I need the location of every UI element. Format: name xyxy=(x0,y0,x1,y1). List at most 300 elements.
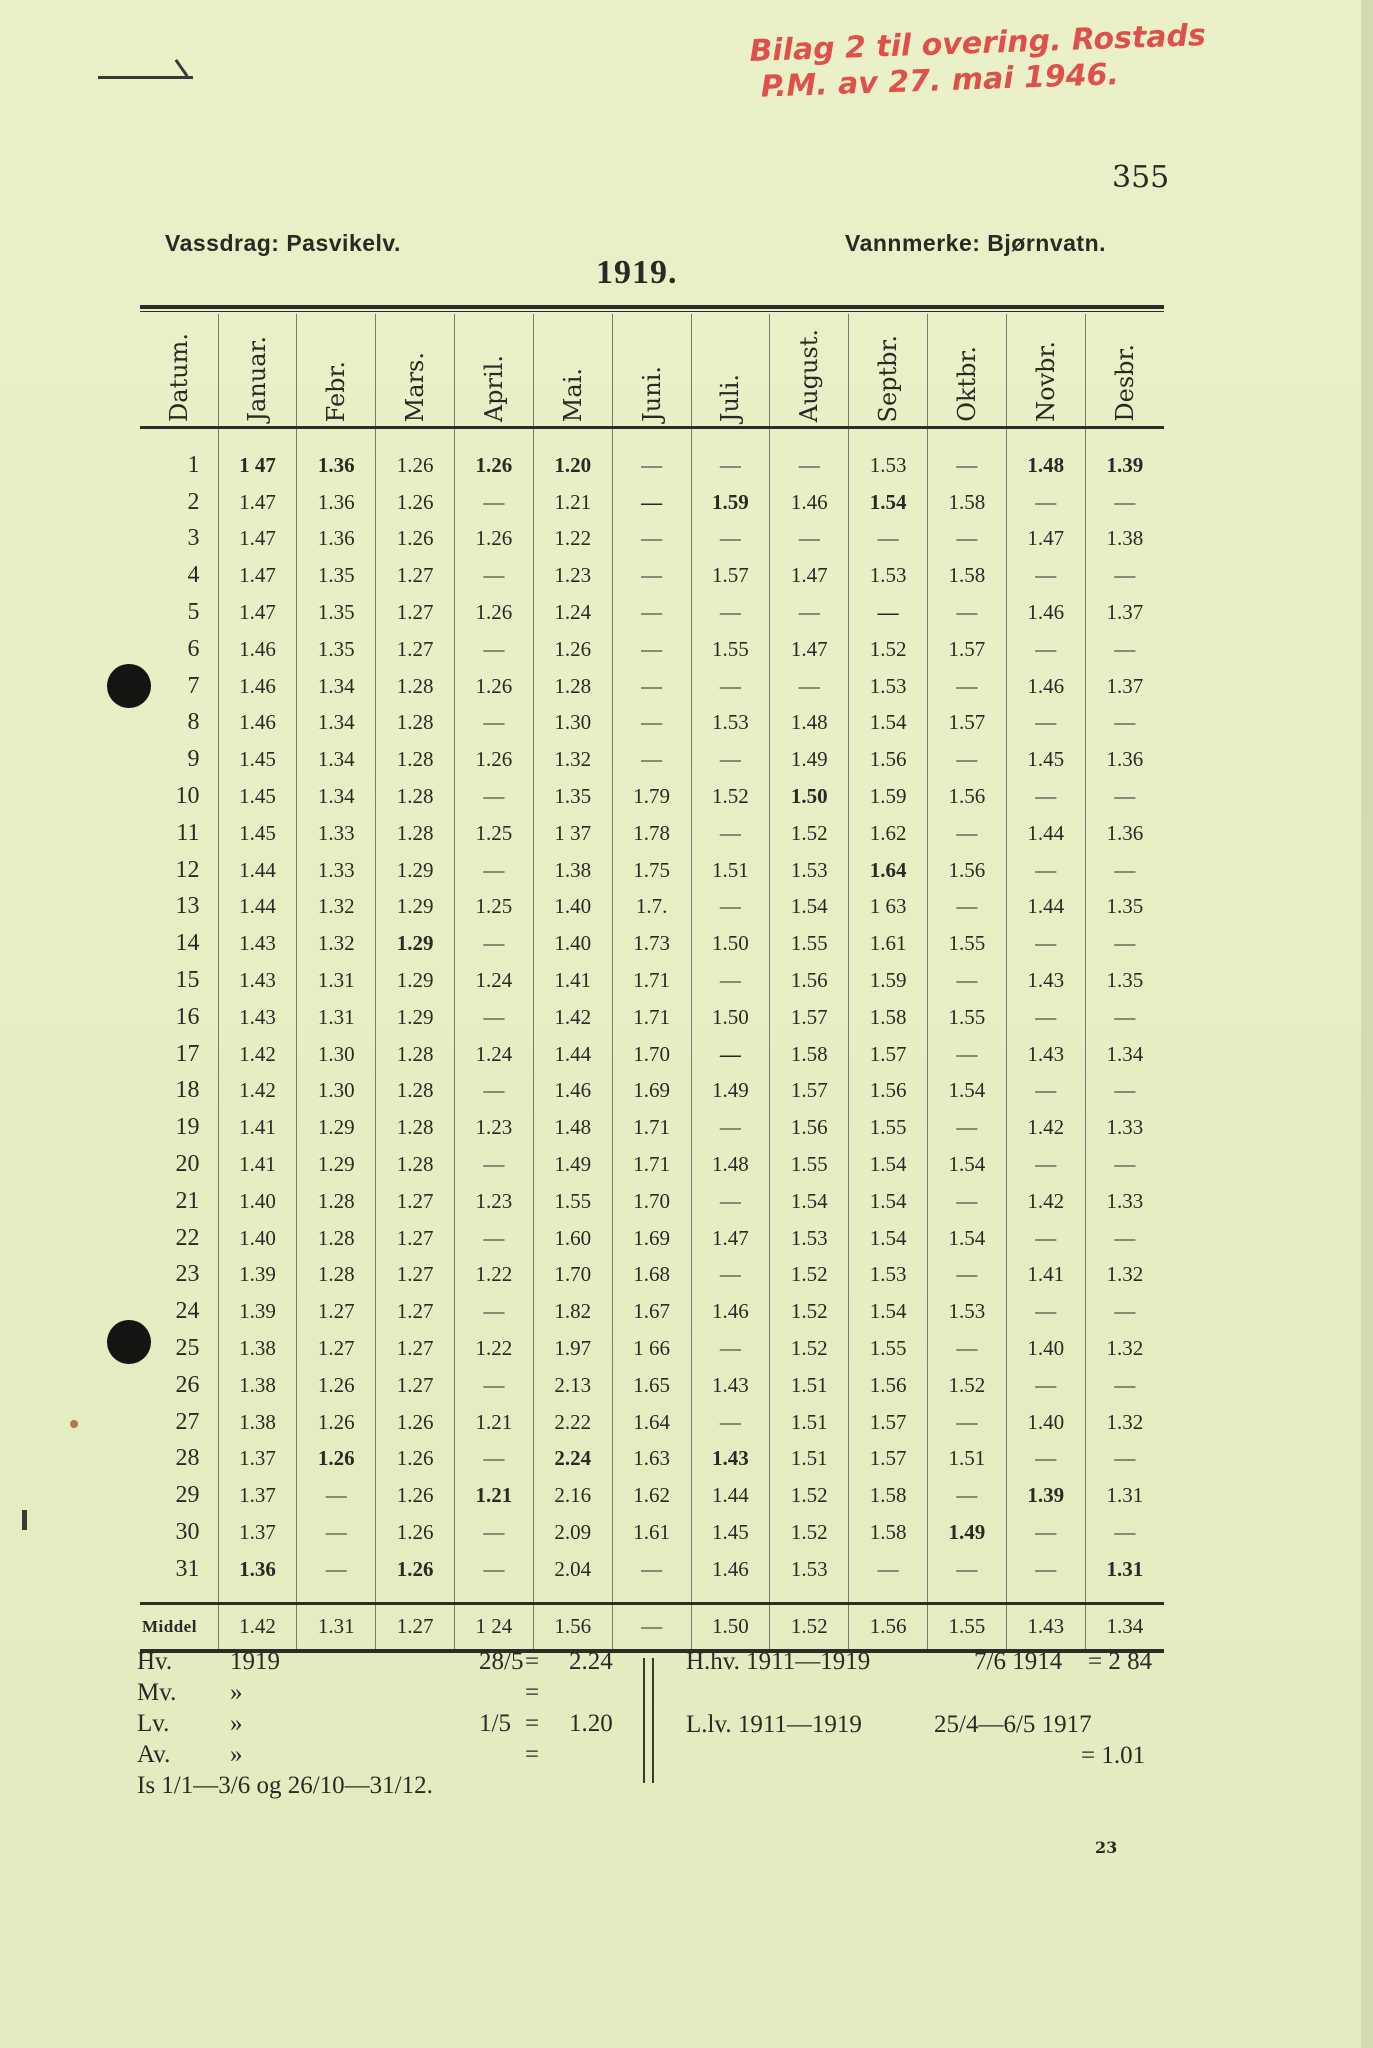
value-cell: 1.25 xyxy=(455,815,534,852)
mean-value: 1.34 xyxy=(1085,1603,1164,1651)
table-row xyxy=(140,1441,1164,1478)
value-cell: 1.27 xyxy=(376,1367,455,1404)
value-cell: — xyxy=(455,1073,534,1110)
mean-value: 1.52 xyxy=(770,1603,849,1651)
value-cell: 1.59 xyxy=(849,962,928,999)
value-cell: 2.09 xyxy=(533,1514,612,1551)
value-cell: 1.52 xyxy=(770,1330,849,1367)
value-cell: 1.43 xyxy=(691,1441,770,1478)
value-cell: 1.56 xyxy=(849,1367,928,1404)
value-cell: — xyxy=(1006,705,1085,742)
value-cell: 1.79 xyxy=(612,778,691,815)
table-row xyxy=(140,1257,1164,1294)
day-cell: 30 xyxy=(175,1519,200,1545)
value-cell: — xyxy=(1085,999,1164,1036)
column-header xyxy=(1085,314,1164,428)
value-cell: 1.46 xyxy=(533,1073,612,1110)
table-body xyxy=(140,428,1164,1604)
page-edge xyxy=(1361,0,1373,2048)
value-cell: 1.58 xyxy=(770,1036,849,1073)
day-cell: 5 xyxy=(187,599,200,626)
value-cell: 1.78 xyxy=(612,815,691,852)
value-cell: 1.36 xyxy=(1085,741,1164,778)
value-cell: — xyxy=(1006,484,1085,521)
table-header-row xyxy=(140,314,1164,428)
value-cell: — xyxy=(691,889,770,926)
value-cell: 1.28 xyxy=(376,1036,455,1073)
value-cell: — xyxy=(691,1404,770,1441)
column-header-label: Septbr. xyxy=(874,334,903,422)
value-cell: 1.45 xyxy=(1006,741,1085,778)
mean-value: 1.31 xyxy=(297,1603,376,1651)
value-cell: 1.26 xyxy=(376,1514,455,1551)
value-cell: — xyxy=(612,1551,691,1603)
value-cell: 1.62 xyxy=(849,815,928,852)
value-cell: 1.29 xyxy=(297,1146,376,1183)
value-cell: — xyxy=(1006,1441,1085,1478)
table-row xyxy=(140,1036,1164,1073)
value-cell: 1.57 xyxy=(927,705,1006,742)
value-cell: — xyxy=(612,631,691,668)
value-cell: 1.26 xyxy=(455,594,534,631)
value-cell: 1.32 xyxy=(1085,1257,1164,1294)
hhv-value: = 2 84 xyxy=(1088,1648,1153,1675)
value-cell: 1.53 xyxy=(691,705,770,742)
day-cell: 9 xyxy=(187,746,200,773)
day-cell: 7 xyxy=(187,672,200,699)
value-cell: — xyxy=(927,428,1006,484)
table-row xyxy=(140,1477,1164,1514)
value-cell: — xyxy=(1006,1367,1085,1404)
value-cell: — xyxy=(1006,1073,1085,1110)
value-cell: 1.32 xyxy=(1085,1330,1164,1367)
value-cell: 1.28 xyxy=(297,1220,376,1257)
value-cell: 1.58 xyxy=(849,1477,928,1514)
value-cell: 1.26 xyxy=(376,1441,455,1478)
value-cell: 1.39 xyxy=(1006,1477,1085,1514)
day-cell: 2 xyxy=(187,488,200,515)
value-cell: 1.49 xyxy=(770,741,849,778)
hhv-date: 7/6 1914 xyxy=(974,1648,1063,1675)
table-row xyxy=(140,1293,1164,1330)
value-cell: 1.47 xyxy=(691,1220,770,1257)
value-cell: 2.04 xyxy=(533,1551,612,1603)
value-cell: 1.68 xyxy=(612,1257,691,1294)
stat-row xyxy=(137,1677,540,1708)
value-cell: 1.38 xyxy=(1085,521,1164,558)
value-cell: 1.70 xyxy=(612,1036,691,1073)
table-row xyxy=(140,889,1164,926)
value-cell: 1.38 xyxy=(218,1330,297,1367)
stat-row xyxy=(137,1708,613,1739)
value-cell: 1.43 xyxy=(1006,1036,1085,1073)
value-cell: 1.28 xyxy=(297,1183,376,1220)
day-cell: 11 xyxy=(176,819,200,846)
value-cell: 1.59 xyxy=(691,484,770,521)
value-cell: — xyxy=(1006,557,1085,594)
value-cell: 1.43 xyxy=(1006,962,1085,999)
stat-value: 1.20 xyxy=(569,1710,613,1737)
table-row xyxy=(140,1367,1164,1404)
value-cell: 1.54 xyxy=(849,1183,928,1220)
stat-sub: » xyxy=(230,1679,243,1706)
column-header-label: Januar. xyxy=(243,336,272,422)
value-cell: 1.40 xyxy=(533,925,612,962)
value-cell: 1.62 xyxy=(612,1477,691,1514)
value-cell: — xyxy=(455,1220,534,1257)
mean-value: 1.50 xyxy=(691,1603,770,1651)
value-cell: — xyxy=(612,557,691,594)
value-cell: — xyxy=(691,1257,770,1294)
value-cell: 1.52 xyxy=(770,1514,849,1551)
value-cell: 1.97 xyxy=(533,1330,612,1367)
value-cell: 1.55 xyxy=(770,1146,849,1183)
value-cell: — xyxy=(612,705,691,742)
value-cell: 1.69 xyxy=(612,1220,691,1257)
value-cell: 1.29 xyxy=(376,925,455,962)
value-cell: — xyxy=(770,428,849,484)
value-cell: 1.58 xyxy=(927,484,1006,521)
value-cell: 1.51 xyxy=(927,1441,1006,1478)
value-cell: 1.55 xyxy=(927,999,1006,1036)
value-cell: 1.56 xyxy=(849,1073,928,1110)
value-cell: 1.35 xyxy=(1085,889,1164,926)
value-cell: 1.31 xyxy=(297,999,376,1036)
value-cell: 1.34 xyxy=(297,778,376,815)
value-cell: 1.37 xyxy=(1085,594,1164,631)
rule xyxy=(140,311,1164,312)
day-cell: 28 xyxy=(175,1445,200,1472)
value-cell: 1.36 xyxy=(218,1551,297,1603)
value-cell: — xyxy=(455,1367,534,1404)
value-cell: — xyxy=(455,925,534,962)
value-cell: 1.27 xyxy=(376,631,455,668)
gauge-label: Vannmerke: Bjørnvatn. xyxy=(845,230,1107,256)
value-cell: 1.24 xyxy=(455,962,534,999)
value-cell: — xyxy=(849,594,928,631)
annotation-line: P.M. av 27. mai 1946. xyxy=(760,57,1120,105)
value-cell: 1.25 xyxy=(455,889,534,926)
value-cell: 1.38 xyxy=(218,1404,297,1441)
value-cell: 1.47 xyxy=(218,594,297,631)
value-cell: — xyxy=(1085,1220,1164,1257)
value-cell: 1.42 xyxy=(218,1036,297,1073)
value-cell: 1.41 xyxy=(533,962,612,999)
value-cell: 1.28 xyxy=(376,1073,455,1110)
value-cell: 1.31 xyxy=(297,962,376,999)
value-cell: 1.46 xyxy=(1006,668,1085,705)
value-cell: 1.39 xyxy=(218,1293,297,1330)
mean-value: 1.42 xyxy=(218,1603,297,1651)
value-cell: — xyxy=(455,1293,534,1330)
value-cell: — xyxy=(1006,852,1085,889)
value-cell: 1.48 xyxy=(533,1109,612,1146)
stat-sub: 1919 xyxy=(230,1648,280,1675)
day-cell: 31 xyxy=(175,1555,200,1582)
value-cell: — xyxy=(927,1036,1006,1073)
table-row xyxy=(140,668,1164,705)
double-rule xyxy=(643,1658,654,1783)
value-cell: 1.26 xyxy=(455,428,534,484)
year-title: 1919. xyxy=(596,254,678,291)
page-number: 355 xyxy=(1112,160,1170,195)
value-cell: 1.52 xyxy=(770,1293,849,1330)
value-cell: — xyxy=(455,1551,534,1603)
value-cell: 1.53 xyxy=(770,852,849,889)
value-cell: 1.28 xyxy=(533,668,612,705)
value-cell: 1.52 xyxy=(849,631,928,668)
column-header-label: April. xyxy=(479,354,508,422)
value-cell: 1.45 xyxy=(691,1514,770,1551)
value-cell: 1.28 xyxy=(376,1146,455,1183)
value-cell: 1.63 xyxy=(612,1441,691,1478)
table-row xyxy=(140,999,1164,1036)
value-cell: 1.46 xyxy=(691,1293,770,1330)
value-cell: 1.42 xyxy=(218,1073,297,1110)
value-cell: 1.52 xyxy=(770,1477,849,1514)
value-cell: 1.51 xyxy=(770,1404,849,1441)
value-cell: 1.27 xyxy=(376,1293,455,1330)
value-cell: — xyxy=(927,668,1006,705)
stat-date: 28/5 xyxy=(479,1648,524,1675)
value-cell: 1 47 xyxy=(218,428,297,484)
value-cell: 1.28 xyxy=(376,705,455,742)
value-cell: — xyxy=(927,1477,1006,1514)
value-cell: — xyxy=(1085,705,1164,742)
value-cell: 1.27 xyxy=(376,1330,455,1367)
value-cell: 1.47 xyxy=(218,557,297,594)
stats-right xyxy=(686,1646,1153,1771)
value-cell: — xyxy=(770,594,849,631)
mean-row xyxy=(140,1603,1164,1651)
value-cell: 1.34 xyxy=(297,705,376,742)
day-cell: 21 xyxy=(175,1187,200,1214)
value-cell: 2.13 xyxy=(533,1367,612,1404)
value-cell: 1.22 xyxy=(455,1330,534,1367)
value-cell: 1.61 xyxy=(612,1514,691,1551)
value-cell: 1.54 xyxy=(849,1293,928,1330)
value-cell: 1.23 xyxy=(455,1183,534,1220)
column-header-label: Juni. xyxy=(637,366,666,422)
value-cell: 1.58 xyxy=(927,557,1006,594)
value-cell: — xyxy=(455,557,534,594)
day-cell: 12 xyxy=(175,856,200,883)
value-cell: 1.61 xyxy=(849,925,928,962)
value-cell: 1.47 xyxy=(1006,521,1085,558)
value-cell: — xyxy=(455,1514,534,1551)
value-cell: 2.24 xyxy=(533,1441,612,1478)
mean-value: 1.55 xyxy=(927,1603,1006,1651)
table-row xyxy=(140,557,1164,594)
value-cell: 1.47 xyxy=(770,631,849,668)
table-row xyxy=(140,594,1164,631)
day-cell: 6 xyxy=(187,635,200,662)
value-cell: 1.37 xyxy=(218,1514,297,1551)
value-cell: 1.41 xyxy=(1006,1257,1085,1294)
value-cell: 1.46 xyxy=(218,705,297,742)
value-cell: 1.56 xyxy=(849,741,928,778)
value-cell: — xyxy=(691,668,770,705)
value-cell: 1.43 xyxy=(691,1367,770,1404)
value-cell: 1.54 xyxy=(770,1183,849,1220)
mean-value: 1.56 xyxy=(849,1603,928,1651)
value-cell: 1.57 xyxy=(927,631,1006,668)
value-cell: 1.27 xyxy=(376,1220,455,1257)
stat-date: 1/5 xyxy=(479,1710,511,1737)
value-cell: — xyxy=(1006,778,1085,815)
day-cell: 20 xyxy=(175,1151,200,1178)
value-cell: 1.54 xyxy=(927,1073,1006,1110)
day-cell: 18 xyxy=(175,1077,200,1104)
value-cell: — xyxy=(455,852,534,889)
value-cell: — xyxy=(1085,1441,1164,1478)
column-header-label: Desbr. xyxy=(1110,344,1139,422)
value-cell: — xyxy=(1006,631,1085,668)
value-cell: 1.38 xyxy=(218,1367,297,1404)
column-header xyxy=(376,314,455,428)
value-cell: 1.71 xyxy=(612,962,691,999)
mean-label: Middel xyxy=(140,1603,218,1651)
value-cell: — xyxy=(455,705,534,742)
day-cell: 14 xyxy=(175,930,200,957)
value-cell: 1.46 xyxy=(218,668,297,705)
value-cell: 1.44 xyxy=(691,1477,770,1514)
value-cell: — xyxy=(1006,1293,1085,1330)
value-cell: 1.54 xyxy=(770,889,849,926)
llv-value: = 1.01 xyxy=(1081,1742,1146,1769)
value-cell: 1.44 xyxy=(533,1036,612,1073)
value-cell: 1.28 xyxy=(376,668,455,705)
value-cell: — xyxy=(612,741,691,778)
value-cell: 1.26 xyxy=(455,741,534,778)
value-cell: 1.42 xyxy=(1006,1109,1085,1146)
column-header-label: Datum. xyxy=(164,332,193,422)
value-cell: 1.26 xyxy=(376,1551,455,1603)
value-cell: 1.29 xyxy=(297,1109,376,1146)
value-cell: 1.44 xyxy=(218,889,297,926)
ice-note: Is 1/1—3/6 og 26/10—31/12. xyxy=(137,1772,433,1799)
value-cell: — xyxy=(1085,557,1164,594)
value-cell: 1.31 xyxy=(1085,1477,1164,1514)
column-header-label: Novbr. xyxy=(1031,341,1060,422)
stat-sub: » xyxy=(230,1741,243,1768)
value-cell: 1.35 xyxy=(1085,962,1164,999)
value-cell: — xyxy=(1006,1551,1085,1603)
mean-value: 1.43 xyxy=(1006,1603,1085,1651)
value-cell: 1.40 xyxy=(533,889,612,926)
value-cell: — xyxy=(691,1036,770,1073)
table-row xyxy=(140,1551,1164,1603)
value-cell: 1.21 xyxy=(455,1404,534,1441)
value-cell: 1.55 xyxy=(533,1183,612,1220)
value-cell: — xyxy=(691,428,770,484)
value-cell: 1.57 xyxy=(849,1441,928,1478)
value-cell: 1.54 xyxy=(849,484,928,521)
value-cell: 1.32 xyxy=(297,889,376,926)
column-header xyxy=(218,314,297,428)
value-cell: 1.70 xyxy=(533,1257,612,1294)
footer-mark: 23 xyxy=(1095,1838,1118,1857)
column-header xyxy=(533,314,612,428)
value-cell: — xyxy=(1006,1146,1085,1183)
day-cell: 3 xyxy=(187,525,200,552)
value-cell: — xyxy=(297,1477,376,1514)
mean-value: 1.56 xyxy=(533,1603,612,1651)
value-cell: 1.56 xyxy=(770,1109,849,1146)
value-cell: 1.64 xyxy=(849,852,928,889)
value-cell: 1.22 xyxy=(455,1257,534,1294)
value-cell: 1.48 xyxy=(770,705,849,742)
value-cell: 1.31 xyxy=(1085,1551,1164,1603)
value-cell: 1.36 xyxy=(1085,815,1164,852)
value-cell: 1.29 xyxy=(376,852,455,889)
watercourse-label: Vassdrag: Pasvikelv. xyxy=(165,230,401,256)
value-cell: 1.21 xyxy=(533,484,612,521)
value-cell: 1.57 xyxy=(691,557,770,594)
value-cell: — xyxy=(612,668,691,705)
value-cell: 1.26 xyxy=(297,1367,376,1404)
value-cell: 1.50 xyxy=(691,925,770,962)
column-header xyxy=(297,314,376,428)
table-row xyxy=(140,962,1164,999)
value-cell: 1.26 xyxy=(376,484,455,521)
value-cell: 1.28 xyxy=(376,1109,455,1146)
value-cell: 1.58 xyxy=(849,1514,928,1551)
value-cell: 1.43 xyxy=(218,962,297,999)
value-cell: 1.30 xyxy=(533,705,612,742)
value-cell: 1.59 xyxy=(849,778,928,815)
column-header-label: Juli. xyxy=(716,373,745,422)
day-cell: 10 xyxy=(175,783,200,810)
value-cell: — xyxy=(770,668,849,705)
value-cell: 1 66 xyxy=(612,1330,691,1367)
value-cell: 1.71 xyxy=(612,1109,691,1146)
value-cell: 1.55 xyxy=(770,925,849,962)
value-cell: 1.21 xyxy=(455,1477,534,1514)
value-cell: 1.71 xyxy=(612,1146,691,1183)
value-cell: 1.36 xyxy=(297,521,376,558)
column-header-label: Mai. xyxy=(558,367,587,422)
value-cell: 1.27 xyxy=(297,1293,376,1330)
value-cell: 1.64 xyxy=(612,1404,691,1441)
value-cell: 1.26 xyxy=(297,1404,376,1441)
value-cell: 1.28 xyxy=(376,778,455,815)
column-header-label: Mars. xyxy=(401,351,430,422)
value-cell: — xyxy=(927,962,1006,999)
value-cell: — xyxy=(297,1551,376,1603)
value-cell: — xyxy=(691,521,770,558)
column-header xyxy=(1006,314,1085,428)
value-cell: — xyxy=(455,631,534,668)
value-cell: 1.52 xyxy=(770,1257,849,1294)
value-cell: — xyxy=(927,815,1006,852)
value-cell: — xyxy=(927,741,1006,778)
value-cell: 1.53 xyxy=(849,668,928,705)
value-cell: 1.40 xyxy=(1006,1404,1085,1441)
day-cell: 8 xyxy=(187,709,200,736)
value-cell: 1.32 xyxy=(297,925,376,962)
value-cell: 1.26 xyxy=(376,521,455,558)
value-cell: 1 63 xyxy=(849,889,928,926)
value-cell: — xyxy=(1085,778,1164,815)
value-cell: 1.20 xyxy=(533,428,612,484)
mean-value: 1.27 xyxy=(376,1603,455,1651)
value-cell: 1.51 xyxy=(770,1441,849,1478)
value-cell: 1.33 xyxy=(1085,1109,1164,1146)
value-cell: 1.24 xyxy=(533,594,612,631)
value-cell: 1.57 xyxy=(849,1404,928,1441)
day-cell: 22 xyxy=(175,1224,200,1251)
